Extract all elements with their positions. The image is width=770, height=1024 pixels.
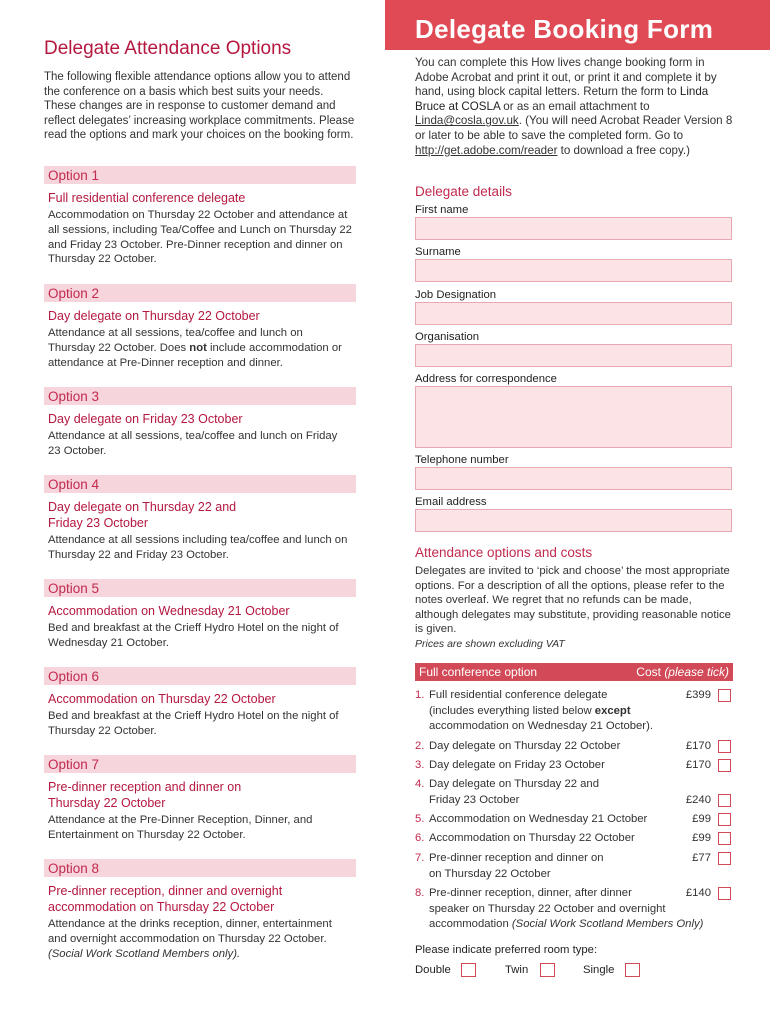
option-row-7: 7. Pre-dinner reception and dinner on on Thursday 22 October £77 xyxy=(415,851,733,883)
tick-box-6[interactable] xyxy=(718,832,731,845)
first-name-label: First name xyxy=(415,204,469,216)
price: £399 xyxy=(685,689,711,701)
option-title: Day delegate on Thursday 22 October xyxy=(48,309,260,323)
address-field[interactable] xyxy=(415,386,732,448)
tick-box-3[interactable] xyxy=(718,759,731,772)
option-title: Accommodation on Wednesday 21 October xyxy=(48,604,290,618)
room-double-checkbox[interactable] xyxy=(461,963,476,977)
option-desc: Attendance at the drinks reception, dinner, entertainment and overnight accommodation on Thursday 22 October. (Social Work Scotland Members only). xyxy=(48,918,332,960)
price: £77 xyxy=(692,852,711,864)
option-label: Option 4 xyxy=(44,475,356,493)
option-label: Option 7 xyxy=(44,755,356,773)
option-row-1: 1. Full residential conference delegate (includes everything listed below except accommodation on Wednesday 21 October). £399 xyxy=(415,688,733,736)
telephone-field[interactable] xyxy=(415,467,732,490)
option-title: Pre-dinner reception and dinner on Thursday 22 October xyxy=(48,780,242,810)
organisation-label: Organisation xyxy=(415,331,480,343)
room-twin-checkbox[interactable] xyxy=(540,963,555,977)
option-desc: Attendance at all sessions, tea/coffee and lunch on Friday 23 October. xyxy=(48,430,338,457)
option-title: Day delegate on Thursday 22 and Friday 23 October xyxy=(48,500,237,530)
form-title: Delegate Booking Form xyxy=(415,14,714,44)
option-1 xyxy=(44,166,356,267)
option-label: Option 1 xyxy=(44,166,356,184)
option-7 xyxy=(44,755,356,843)
job-designation-field[interactable] xyxy=(415,302,732,325)
option-5 xyxy=(44,579,356,651)
job-designation-label: Job Designation xyxy=(415,289,497,301)
option-label: Option 8 xyxy=(44,859,356,877)
telephone-label: Telephone number xyxy=(415,454,509,466)
option-6 xyxy=(44,667,356,739)
email-field[interactable] xyxy=(415,509,732,532)
surname-label: Surname xyxy=(415,246,461,258)
option-3 xyxy=(44,387,356,459)
room-double-label: Double xyxy=(415,964,451,976)
option-row-4: 4. Day delegate on Thursday 22 and Friday 23 October £240 xyxy=(415,777,733,809)
tick-box-7[interactable] xyxy=(718,852,731,865)
first-name-field[interactable] xyxy=(415,217,732,240)
option-title: Full residential conference delegate xyxy=(48,191,246,205)
option-label: Option 6 xyxy=(44,667,356,685)
option-title: Day delegate on Friday 23 October xyxy=(48,412,243,426)
delegate-details-heading: Delegate details xyxy=(415,184,512,199)
prices-note: Prices are shown excluding VAT xyxy=(415,638,565,650)
tick-box-4[interactable] xyxy=(718,794,731,807)
price: £170 xyxy=(685,759,711,771)
adobe-reader-link[interactable]: http://get.adobe.com/reader xyxy=(415,143,558,157)
price: £99 xyxy=(692,832,711,844)
attendance-text: Delegates are invited to ‘pick and choose’ the most appropriate options. For a description of all the options, please refer to the notes overleaf. We regret that no refunds can be made, although delegates may substitute, providing reasonable notice is given. xyxy=(415,565,731,636)
option-desc: Bed and breakfast at the Crieff Hydro Hotel on the night of Wednesday 21 October. xyxy=(48,622,339,649)
option-desc: Attendance at all sessions including tea/coffee and lunch on Thursday 22 and Friday 23 October. xyxy=(48,534,348,561)
price: £140 xyxy=(685,887,711,899)
option-label: Option 5 xyxy=(44,579,356,597)
option-desc: Attendance at the Pre-Dinner Reception, Dinner, and Entertainment on Thursday 22 October. xyxy=(48,814,313,841)
option-row-8: 8. Pre-dinner reception, dinner, after dinner speaker on Thursday 22 October and overnight accommodation (Social Work Scotland Members Only) £140 xyxy=(415,886,733,934)
option-label: Option 2 xyxy=(44,284,356,302)
option-desc: Attendance at all sessions, tea/coffee and lunch on Thursday 22 October. Does not include accommodation or attendance at Pre-Dinner reception and dinner. xyxy=(48,327,342,369)
room-type-question: Please indicate preferred room type: xyxy=(415,944,598,956)
tick-box-8[interactable] xyxy=(718,887,731,900)
email-label: Email address xyxy=(415,496,487,508)
option-4 xyxy=(44,475,356,563)
room-single-label: Single xyxy=(583,964,615,976)
option-desc: Accommodation on Thursday 22 October and attendance at all sessions, including Tea/Coffee and Lunch on Thursday 22 and Friday 23 October. Pre-Dinner reception and dinner on Thursday 22 October. xyxy=(48,209,352,266)
price: £170 xyxy=(685,740,711,752)
tick-box-1[interactable] xyxy=(718,689,731,702)
address-label: Address for correspondence xyxy=(415,373,557,385)
price: £99 xyxy=(692,813,711,825)
room-twin-label: Twin xyxy=(505,964,529,976)
organisation-field[interactable] xyxy=(415,344,732,367)
table-head-cost: Cost (please tick) xyxy=(636,665,729,679)
room-single-checkbox[interactable] xyxy=(625,963,640,977)
attendance-options-column xyxy=(44,38,356,960)
attendance-heading: Attendance options and costs xyxy=(415,545,593,560)
left-title: Delegate Attendance Options xyxy=(44,38,292,59)
surname-field[interactable] xyxy=(415,259,732,282)
options-table-header xyxy=(415,663,733,681)
table-head-option: Full conference option xyxy=(419,665,538,679)
option-8 xyxy=(44,859,356,961)
option-title: Accommodation on Thursday 22 October xyxy=(48,692,276,706)
price: £240 xyxy=(685,794,711,806)
tick-box-2[interactable] xyxy=(718,740,731,753)
option-title: Pre-dinner reception, dinner and overnight accommodation on Thursday 22 October xyxy=(48,884,283,914)
tick-box-5[interactable] xyxy=(718,813,731,826)
title-banner xyxy=(385,0,770,50)
left-intro: The following flexible attendance options allow you to attend the conference on a basis which best suits your needs. These changes are in response to customer demand and reflect delegates’ increasing workplace commitments. Please read the options and mark your choices on the booking form. xyxy=(44,71,355,142)
option-2 xyxy=(44,284,356,370)
form-intro: You can complete this How lives change booking form in Adobe Acrobat and print it out, or print it and complete it by hand, using block capital letters. Return the form to Linda Bruce at COSLA or as an email attachment to Linda@cosla.gov.uk. (You will need Acrobat Reader Version 8 or later to be able to save the completed form. Go to http://get.adobe.com/reader to download a free copy.) xyxy=(415,56,733,157)
email-link[interactable]: Linda@cosla.gov.uk xyxy=(415,114,519,128)
option-label: Option 3 xyxy=(44,387,356,405)
option-desc: Bed and breakfast at the Crieff Hydro Hotel on the night of Thursday 22 October. xyxy=(48,710,339,737)
